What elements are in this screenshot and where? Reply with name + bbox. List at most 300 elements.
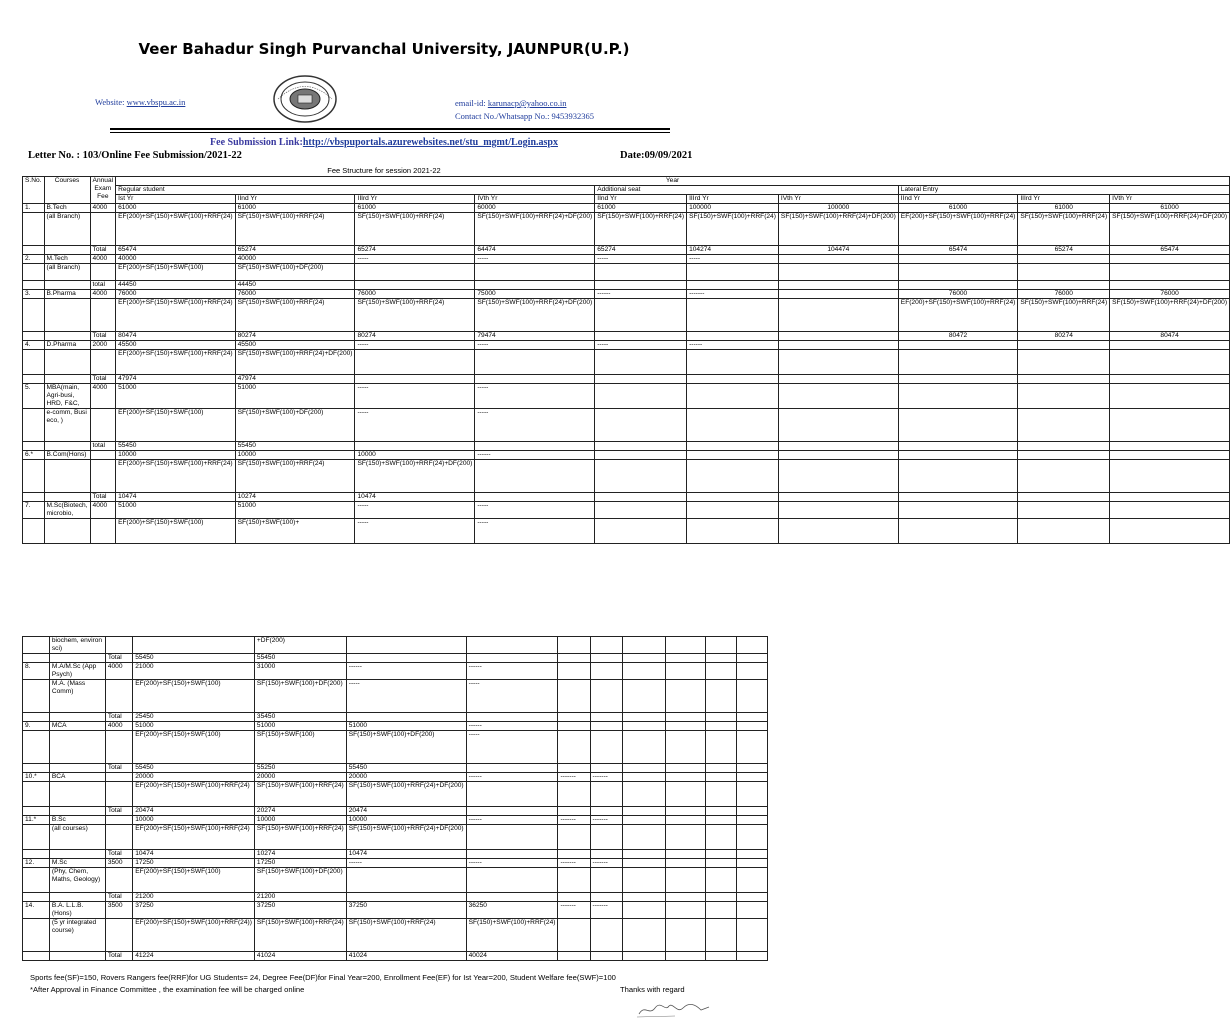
cell-fee bbox=[706, 663, 737, 680]
cell-exam-fee: Total bbox=[90, 493, 116, 502]
website-line bbox=[95, 97, 185, 107]
cell-fee: 75000 bbox=[475, 290, 595, 299]
cell-fee bbox=[687, 519, 779, 544]
cell-fee bbox=[1110, 255, 1230, 264]
cell-fee: SF(150)+SWF(100)+RRF(24) bbox=[466, 919, 558, 952]
cell-exam-fee bbox=[90, 451, 116, 460]
thanks-note: Thanks with regard bbox=[620, 985, 685, 994]
finance-note: *After Approval in Finance Committee , the examination fee will be charged online bbox=[30, 985, 305, 994]
cell-fee: 55450 bbox=[235, 442, 355, 451]
cell-fee bbox=[355, 350, 475, 375]
cell-sno: 4. bbox=[23, 341, 45, 350]
cell-fee bbox=[466, 654, 558, 663]
cell-fee bbox=[898, 350, 1018, 375]
cell-fee bbox=[355, 281, 475, 290]
cell-exam-fee: 4000 bbox=[105, 663, 132, 680]
cell-fee bbox=[1110, 341, 1230, 350]
cell-exam-fee: 2000 bbox=[90, 341, 116, 350]
cell-sno: 7. bbox=[23, 502, 45, 519]
table-row bbox=[23, 290, 1230, 299]
cell-fee bbox=[590, 654, 623, 663]
cell-fee bbox=[590, 731, 623, 764]
cell-fee bbox=[558, 722, 590, 731]
cell-fee: 51000 bbox=[133, 722, 255, 731]
cell-fee bbox=[778, 299, 898, 332]
cell-course bbox=[44, 350, 90, 375]
cell-fee: 100000 bbox=[687, 204, 779, 213]
cell-fee bbox=[687, 460, 779, 493]
cell-exam-fee bbox=[90, 460, 116, 493]
cell-fee bbox=[595, 409, 687, 442]
cell-fee: 10000 bbox=[116, 451, 236, 460]
cell-fee: SF(150)+SWF(100)+RRF(24)+DF(200) bbox=[346, 782, 466, 807]
cell-course: D.Pharma bbox=[44, 341, 90, 350]
cell-fee: ------- bbox=[558, 816, 590, 825]
table-row bbox=[23, 850, 768, 859]
cell-fee: EF(200)+SF(150)+SWF(100)+RRF(24) bbox=[116, 299, 236, 332]
cell-fee: SF(150)+SWF(100)+RRF(24) bbox=[254, 825, 346, 850]
email-label: email-id: bbox=[455, 98, 488, 108]
table-row bbox=[23, 204, 1230, 213]
cell-fee bbox=[666, 807, 706, 816]
cell-fee: SF(150)+SWF(100)+RRF(24)+DF(200) bbox=[1110, 213, 1230, 246]
cell-fee: 10474 bbox=[355, 493, 475, 502]
cell-fee: ------ bbox=[595, 290, 687, 299]
cell-fee: ----- bbox=[466, 731, 558, 764]
cell-fee: 55450 bbox=[116, 442, 236, 451]
cell-fee bbox=[623, 825, 666, 850]
cell-fee bbox=[737, 773, 768, 782]
cell-fee: 61000 bbox=[355, 204, 475, 213]
cell-sno bbox=[23, 764, 50, 773]
cell-fee bbox=[1018, 409, 1110, 442]
cell-fee bbox=[706, 773, 737, 782]
cell-sno bbox=[23, 637, 50, 654]
cell-fee bbox=[466, 893, 558, 902]
cell-fee: ------- bbox=[590, 816, 623, 825]
cell-fee bbox=[737, 782, 768, 807]
cell-fee bbox=[666, 902, 706, 919]
cell-fee: SF(150)+SWF(100)+DF(200) bbox=[254, 680, 346, 713]
cell-fee bbox=[1110, 493, 1230, 502]
cell-fee bbox=[595, 281, 687, 290]
cell-fee: 51000 bbox=[116, 502, 236, 519]
cell-fee: 65274 bbox=[595, 246, 687, 255]
cell-fee bbox=[466, 782, 558, 807]
cell-fee bbox=[346, 637, 466, 654]
cell-fee bbox=[1110, 281, 1230, 290]
header-rule-thin bbox=[110, 132, 670, 133]
cell-fee: ----- bbox=[475, 255, 595, 264]
cell-fee: ------- bbox=[590, 859, 623, 868]
cell-fee bbox=[623, 893, 666, 902]
cell-fee: EF(200)+SF(150)+SWF(100)+RRF(24) bbox=[898, 299, 1018, 332]
cell-fee: 10000 bbox=[355, 451, 475, 460]
cell-sno bbox=[23, 375, 45, 384]
cell-fee: SF(150)+SWF(100)+DF(200) bbox=[235, 409, 355, 442]
cell-fee bbox=[898, 502, 1018, 519]
header-col-4: IInd Yr bbox=[595, 195, 687, 204]
cell-fee bbox=[666, 713, 706, 722]
table-row bbox=[23, 493, 1230, 502]
table-row bbox=[23, 816, 768, 825]
cell-fee: 55250 bbox=[254, 764, 346, 773]
cell-fee bbox=[778, 442, 898, 451]
cell-fee bbox=[558, 731, 590, 764]
cell-fee bbox=[898, 409, 1018, 442]
cell-fee: ----- bbox=[595, 255, 687, 264]
cell-fee bbox=[623, 919, 666, 952]
cell-fee: ------ bbox=[466, 859, 558, 868]
cell-fee bbox=[687, 502, 779, 519]
cell-course bbox=[49, 850, 105, 859]
cell-course bbox=[44, 493, 90, 502]
cell-fee: SF(150)+SWF(100)+DF(200) bbox=[235, 264, 355, 281]
cell-fee: ----- bbox=[475, 519, 595, 544]
cell-course: biochem, environ sci) bbox=[49, 637, 105, 654]
cell-sno bbox=[23, 731, 50, 764]
cell-fee bbox=[346, 868, 466, 893]
cell-fee: ------- bbox=[558, 773, 590, 782]
cell-fee bbox=[737, 825, 768, 850]
cell-course: e-comm, Busi eco, ) bbox=[44, 409, 90, 442]
table-row bbox=[23, 341, 1230, 350]
cell-sno bbox=[23, 713, 50, 722]
cell-fee bbox=[898, 442, 1018, 451]
cell-course bbox=[44, 519, 90, 544]
table-row bbox=[23, 868, 768, 893]
cell-fee bbox=[737, 731, 768, 764]
cell-fee bbox=[1110, 519, 1230, 544]
cell-fee: 44450 bbox=[116, 281, 236, 290]
email-link[interactable]: karunacp@yahoo.co.in bbox=[487, 98, 567, 108]
cell-exam-fee: 4000 bbox=[90, 502, 116, 519]
table-row bbox=[23, 654, 768, 663]
cell-fee: ----- bbox=[687, 255, 779, 264]
cell-fee: 17250 bbox=[133, 859, 255, 868]
cell-course bbox=[44, 299, 90, 332]
cell-course: B.A. L.L.B. (Hons) bbox=[49, 902, 105, 919]
cell-fee bbox=[355, 442, 475, 451]
cell-fee: 80274 bbox=[1018, 332, 1110, 341]
cell-fee bbox=[1018, 281, 1110, 290]
cell-fee: EF(200)+SF(150)+SWF(100)+RRF(24) bbox=[133, 782, 255, 807]
cell-fee: ----- bbox=[355, 341, 475, 350]
cell-fee bbox=[595, 350, 687, 375]
cell-fee bbox=[595, 375, 687, 384]
cell-fee: ------- bbox=[590, 902, 623, 919]
cell-course bbox=[49, 807, 105, 816]
cell-fee bbox=[623, 816, 666, 825]
cell-fee: SF(150)+SWF(100)+RRF(24)+DF(200) bbox=[355, 460, 475, 493]
cell-sno bbox=[23, 519, 45, 544]
cell-sno bbox=[23, 350, 45, 375]
cell-fee bbox=[623, 722, 666, 731]
cell-fee: ------ bbox=[346, 663, 466, 680]
cell-course bbox=[49, 952, 105, 961]
cell-fee: 65274 bbox=[1018, 246, 1110, 255]
cell-fee: EF(200)+SF(150)+SWF(100)+RRF(24) bbox=[133, 825, 255, 850]
cell-fee: 55450 bbox=[346, 764, 466, 773]
table-row bbox=[23, 384, 1230, 409]
cell-fee: ----- bbox=[355, 409, 475, 442]
cell-fee bbox=[706, 816, 737, 825]
cell-exam-fee: Total bbox=[105, 764, 132, 773]
cell-fee bbox=[778, 451, 898, 460]
cell-fee: ------ bbox=[466, 722, 558, 731]
cell-fee bbox=[466, 713, 558, 722]
cell-course: (5 yr integrated course) bbox=[49, 919, 105, 952]
cell-fee: EF(200)+SF(150)+SWF(100) bbox=[116, 264, 236, 281]
cell-fee: EF(200)+SF(150)+SWF(100)+RRF(24) bbox=[116, 350, 236, 375]
cell-fee: 10000 bbox=[254, 816, 346, 825]
cell-fee bbox=[687, 332, 779, 341]
cell-fee: 76000 bbox=[898, 290, 1018, 299]
cell-fee bbox=[737, 680, 768, 713]
fee-link-label: Fee Submission Link: bbox=[210, 137, 303, 148]
cell-sno bbox=[23, 281, 45, 290]
header-annual-exam-fee: Annual Exam Fee bbox=[90, 177, 116, 204]
cell-fee: 20274 bbox=[254, 807, 346, 816]
cell-fee bbox=[737, 859, 768, 868]
cell-exam-fee: Total bbox=[90, 375, 116, 384]
cell-fee bbox=[558, 663, 590, 680]
cell-fee: ------- bbox=[558, 902, 590, 919]
cell-fee bbox=[558, 850, 590, 859]
fee-submission-link[interactable]: http://vbspuportals.azurewebsites.net/stu_mgmt/Login.aspx bbox=[302, 137, 558, 148]
cell-fee: 10000 bbox=[346, 816, 466, 825]
cell-fee bbox=[590, 680, 623, 713]
cell-fee: EF(200)+SF(150)+SWF(100) bbox=[133, 680, 255, 713]
cell-fee: 55450 bbox=[133, 764, 255, 773]
cell-fee: 80474 bbox=[116, 332, 236, 341]
cell-fee: SF(150)+SWF(100)+RRF(24) bbox=[235, 213, 355, 246]
cell-fee: ----- bbox=[346, 680, 466, 713]
cell-fee: 10000 bbox=[235, 451, 355, 460]
header-col-7: IInd Yr bbox=[898, 195, 1018, 204]
cell-fee bbox=[687, 442, 779, 451]
cell-exam-fee bbox=[105, 825, 132, 850]
cell-course: M.Sc bbox=[49, 859, 105, 868]
cell-course: MBA(main, Agri-busi, HRD, F&C, bbox=[44, 384, 90, 409]
cell-fee bbox=[595, 442, 687, 451]
cell-exam-fee: 4000 bbox=[105, 722, 132, 731]
cell-course: (all Branch) bbox=[44, 264, 90, 281]
cell-fee bbox=[778, 350, 898, 375]
cell-fee: 41024 bbox=[254, 952, 346, 961]
cell-exam-fee: Total bbox=[90, 332, 116, 341]
cell-fee bbox=[666, 731, 706, 764]
table-row bbox=[23, 825, 768, 850]
cell-fee: 20000 bbox=[133, 773, 255, 782]
cell-fee: ----- bbox=[475, 384, 595, 409]
contact-block bbox=[455, 97, 594, 123]
header-rule-thick bbox=[110, 128, 670, 130]
cell-fee bbox=[737, 654, 768, 663]
cell-fee: 45500 bbox=[235, 341, 355, 350]
cell-fee: 80274 bbox=[235, 332, 355, 341]
fee-structure-title: Fee Structure for session 2021-22 bbox=[327, 166, 441, 175]
cell-fee bbox=[1110, 384, 1230, 409]
cell-course: M.A. (Mass Comm) bbox=[49, 680, 105, 713]
cell-fee: 41024 bbox=[346, 952, 466, 961]
cell-fee: ----- bbox=[355, 502, 475, 519]
cell-fee: ----- bbox=[475, 341, 595, 350]
header-year: Year bbox=[116, 177, 1230, 186]
cell-fee bbox=[687, 350, 779, 375]
cell-fee bbox=[706, 919, 737, 952]
cell-fee bbox=[778, 384, 898, 409]
cell-course bbox=[49, 731, 105, 764]
cell-fee: 76000 bbox=[1018, 290, 1110, 299]
cell-course: B.Sc bbox=[49, 816, 105, 825]
cell-fee: SF(150)+SWF(100)+RRF(24)+DF(200) bbox=[1110, 299, 1230, 332]
website-label: Website: bbox=[95, 97, 127, 107]
cell-fee bbox=[737, 816, 768, 825]
email-line bbox=[455, 97, 594, 110]
cell-fee bbox=[466, 850, 558, 859]
cell-fee: 76000 bbox=[235, 290, 355, 299]
cell-sno bbox=[23, 654, 50, 663]
cell-course bbox=[49, 782, 105, 807]
cell-fee bbox=[355, 375, 475, 384]
cell-exam-fee: total bbox=[90, 281, 116, 290]
table-row bbox=[23, 299, 1230, 332]
cell-fee: 76000 bbox=[1110, 290, 1230, 299]
cell-fee: 51000 bbox=[235, 384, 355, 409]
cell-fee bbox=[706, 782, 737, 807]
cell-fee bbox=[590, 764, 623, 773]
cell-fee bbox=[623, 868, 666, 893]
cell-fee: 25450 bbox=[133, 713, 255, 722]
cell-fee bbox=[1018, 375, 1110, 384]
table-row bbox=[23, 680, 768, 713]
cell-exam-fee bbox=[90, 519, 116, 544]
cell-fee: 40000 bbox=[235, 255, 355, 264]
cell-exam-fee: total bbox=[90, 442, 116, 451]
cell-fee bbox=[623, 764, 666, 773]
cell-fee: 20000 bbox=[346, 773, 466, 782]
cell-fee bbox=[623, 859, 666, 868]
cell-course bbox=[49, 764, 105, 773]
cell-exam-fee bbox=[90, 350, 116, 375]
cell-fee bbox=[590, 868, 623, 893]
cell-fee: 10000 bbox=[133, 816, 255, 825]
cell-fee: ----- bbox=[595, 341, 687, 350]
cell-fee: 35450 bbox=[254, 713, 346, 722]
cell-fee: EF(200)+SF(150)+SWF(100) bbox=[133, 731, 255, 764]
table-row bbox=[23, 859, 768, 868]
cell-fee bbox=[706, 731, 737, 764]
fee-table-part-2 bbox=[22, 636, 768, 961]
cell-fee bbox=[778, 264, 898, 281]
table-row bbox=[23, 451, 1230, 460]
cell-fee: 80274 bbox=[355, 332, 475, 341]
cell-fee: ----- bbox=[355, 255, 475, 264]
cell-sno bbox=[23, 460, 45, 493]
cell-fee bbox=[475, 442, 595, 451]
cell-fee bbox=[666, 816, 706, 825]
table-row bbox=[23, 902, 768, 919]
cell-course: M.Tech bbox=[44, 255, 90, 264]
cell-fee bbox=[687, 299, 779, 332]
cell-fee bbox=[466, 807, 558, 816]
cell-exam-fee bbox=[105, 868, 132, 893]
header-col-0: Ist Yr bbox=[116, 195, 236, 204]
cell-fee bbox=[737, 952, 768, 961]
cell-sno: 11.* bbox=[23, 816, 50, 825]
cell-sno: 5. bbox=[23, 384, 45, 409]
cell-fee: +DF(200) bbox=[254, 637, 346, 654]
cell-fee: SF(150)+SWF(100)+RRF(24)+DF(200) bbox=[475, 299, 595, 332]
cell-fee: 65474 bbox=[1110, 246, 1230, 255]
cell-exam-fee bbox=[105, 782, 132, 807]
cell-fee bbox=[1110, 264, 1230, 281]
cell-fee bbox=[898, 451, 1018, 460]
cell-sno bbox=[23, 246, 45, 255]
cell-fee: SF(150)+SWF(100) bbox=[254, 731, 346, 764]
cell-fee bbox=[466, 825, 558, 850]
cell-fee bbox=[346, 654, 466, 663]
cell-sno: 6.* bbox=[23, 451, 45, 460]
table-row bbox=[23, 773, 768, 782]
cell-exam-fee: 4000 bbox=[90, 290, 116, 299]
cell-fee bbox=[590, 893, 623, 902]
cell-fee bbox=[623, 663, 666, 680]
cell-exam-fee: 4000 bbox=[90, 384, 116, 409]
table-row bbox=[23, 782, 768, 807]
cell-fee bbox=[1110, 409, 1230, 442]
cell-fee bbox=[778, 519, 898, 544]
table-row bbox=[23, 350, 1230, 375]
cell-course: (all Branch) bbox=[44, 213, 90, 246]
cell-fee bbox=[558, 713, 590, 722]
cell-fee bbox=[558, 764, 590, 773]
cell-fee: 10274 bbox=[235, 493, 355, 502]
cell-exam-fee: Total bbox=[105, 850, 132, 859]
cell-fee bbox=[898, 341, 1018, 350]
cell-course bbox=[44, 460, 90, 493]
cell-sno bbox=[23, 893, 50, 902]
cell-fee bbox=[558, 893, 590, 902]
cell-fee: 44450 bbox=[235, 281, 355, 290]
cell-fee: SF(150)+SWF(100)+RRF(24) bbox=[254, 919, 346, 952]
cell-fee bbox=[623, 902, 666, 919]
cell-fee bbox=[133, 637, 255, 654]
cell-fee bbox=[666, 764, 706, 773]
cell-fee bbox=[778, 281, 898, 290]
cell-fee bbox=[666, 850, 706, 859]
cell-fee bbox=[666, 893, 706, 902]
header-col-2: IIIrd Yr bbox=[355, 195, 475, 204]
cell-fee bbox=[623, 952, 666, 961]
cell-fee: 47974 bbox=[116, 375, 236, 384]
website-link[interactable]: www.vbspu.ac.in bbox=[126, 97, 186, 107]
header-col-3: IVth Yr bbox=[475, 195, 595, 204]
fee-table-part-1 bbox=[22, 176, 1230, 544]
cell-exam-fee: 3500 bbox=[105, 902, 132, 919]
cell-fee bbox=[687, 384, 779, 409]
cell-fee: 64474 bbox=[475, 246, 595, 255]
university-title: Veer Bahadur Singh Purvanchal University, JAUNPUR(U.P.) bbox=[138, 40, 630, 58]
cell-fee bbox=[687, 409, 779, 442]
cell-fee bbox=[1018, 493, 1110, 502]
cell-fee bbox=[466, 868, 558, 893]
cell-fee: EF(200)+SF(150)+SWF(100)+RRF(24) bbox=[898, 213, 1018, 246]
cell-exam-fee bbox=[90, 213, 116, 246]
cell-fee bbox=[666, 680, 706, 713]
cell-fee: 45500 bbox=[116, 341, 236, 350]
